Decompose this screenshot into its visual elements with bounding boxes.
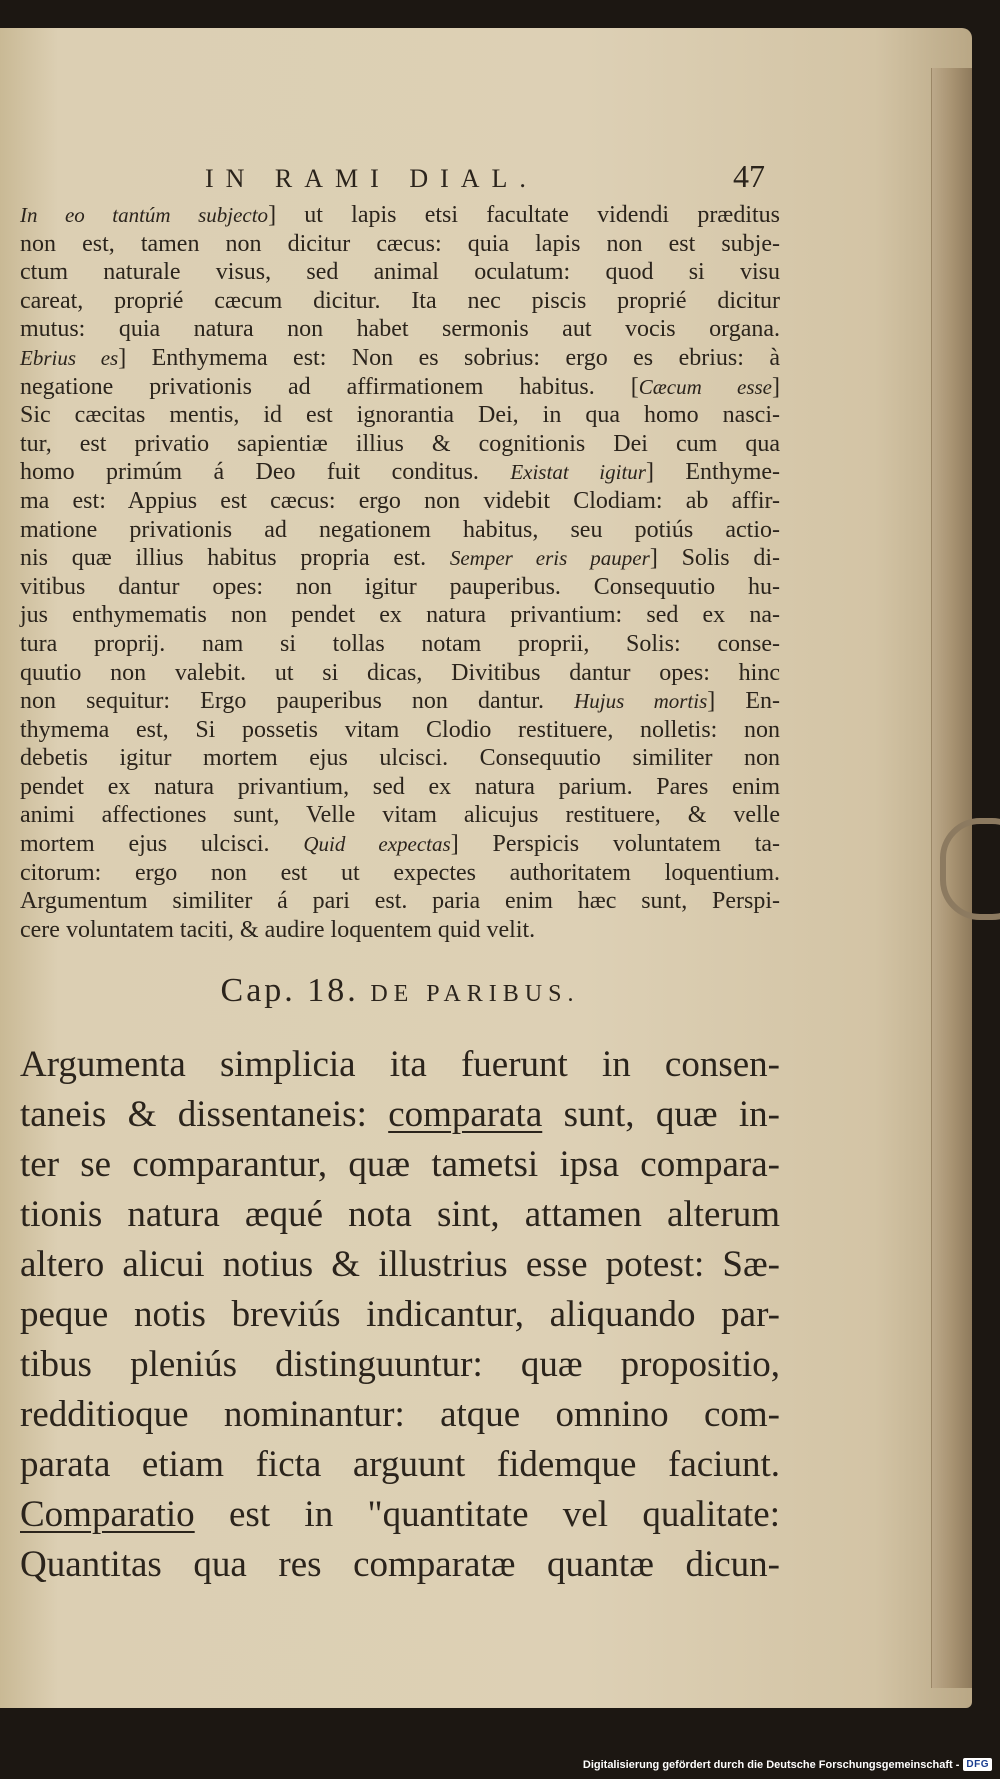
commentary-line: mortem ejus ulcisci. Quid expectas] Perspicis voluntatem ta- <box>20 831 781 858</box>
main-line: tionis natura æqué nota sint, attamen alterum <box>20 1194 780 1236</box>
dfg-logo-icon: DFG <box>963 1758 992 1771</box>
lemma: Cæcum esse <box>638 374 772 399</box>
commentary-line: citorum: ergo non est ut expectes authoritatem loquentium. <box>20 859 780 886</box>
underlined-term: comparata <box>388 1094 543 1136</box>
book-clasp <box>940 818 1000 920</box>
main-line: tibus pleniús distinguuntur: quæ propositio, <box>20 1344 780 1386</box>
lemma: In eo tantúm subjecto <box>20 203 269 227</box>
main-line: taneis & dissentaneis: comparata sunt, quæ in- <box>20 1094 780 1136</box>
digitization-credit <box>583 1758 992 1771</box>
main-line: parata etiam ficta arguunt fidemque faciunt. <box>20 1444 780 1486</box>
lemma: Hujus mortis <box>574 689 708 714</box>
running-title: IN RAMI DIAL. <box>205 164 538 193</box>
commentary-line: ma est: Appius est cæcus: ergo non videbit Clodiam: ab affir- <box>20 487 780 514</box>
main-line: Argumenta simplicia ita fuerunt in consen- <box>20 1044 780 1086</box>
lemma: Existat igitur <box>510 460 646 485</box>
lemma: Quid expectas <box>303 832 451 857</box>
commentary-line: non est, tamen non dicitur cæcus: quia lapis non est subje- <box>20 230 780 257</box>
running-head <box>205 158 765 195</box>
commentary-line: careat, proprié cæcum dicitur. Ita nec piscis proprié dicitur <box>20 287 780 314</box>
main-line: ter se comparantur, quæ tametsi ipsa compara- <box>20 1144 780 1186</box>
commentary-line: debetis igitur mortem ejus ulcisci. Consequutio similiter non <box>20 745 780 772</box>
underlined-term: Comparatio <box>20 1494 195 1536</box>
commentary-line: In eo tantúm subjecto] ut lapis etsi facultate videndi præditus <box>20 202 780 228</box>
commentary-line: non sequitur: Ergo pauperibus non dantur. Hujus mortis] En- <box>20 688 781 715</box>
commentary-line: tur, est privatio sapientiæ illius & cognitionis Dei cum qua <box>20 430 780 457</box>
commentary-line: cere voluntatem taciti, & audire loquentem quid velit. <box>20 916 536 943</box>
commentary-line: Argumentum similiter á pari est. paria enim hæc sunt, Perspi- <box>20 888 780 915</box>
commentary-line: negatione privationis ad affirmationem habitus. [Cæcum esse] <box>20 373 780 400</box>
chapter-heading <box>20 972 780 1010</box>
commentary-line: vitibus dantur opes: non igitur pauperibus. Consequutio hu- <box>20 573 780 600</box>
commentary-line: quutio non valebit. ut si dicas, Divitibus dantur opes: hinc <box>20 659 780 686</box>
book-page <box>0 28 972 1708</box>
commentary-line: ctum naturale visus, sed animal oculatum: quod si visu <box>20 259 780 286</box>
commentary-line: pendet ex natura privantium, sed ex natura parium. Pares enim <box>20 773 780 800</box>
credit-text: Digitalisierung gefördert durch die Deutsche Forschungsgemeinschaft - <box>582 1758 960 1771</box>
lemma: Semper eris pauper <box>449 546 650 571</box>
commentary-line: nis quæ illius habitus propria est. Semper eris pauper] Solis di- <box>20 545 780 572</box>
main-line: Comparatio est in "quantitate vel qualitate: <box>20 1494 780 1536</box>
commentary-line: homo primúm á Deo fuit conditus. Existat igitur] Enthyme- <box>20 459 781 486</box>
main-text <box>20 1040 780 1590</box>
main-line: altero alicui notius & illustrius esse potest: Sæ- <box>20 1244 780 1286</box>
main-line: peque notis breviús indicantur, aliquando par- <box>20 1294 780 1336</box>
main-line: Quantitas qua res comparatæ quantæ dicun- <box>20 1544 780 1586</box>
commentary-line: tura proprij. nam si tollas notam proprii, Solis: conse- <box>20 630 780 657</box>
page-number: 47 <box>733 158 765 194</box>
commentary-line: jus enthymematis non pendet ex natura privantium: sed ex na- <box>20 602 780 629</box>
chapter-number: Cap. 18. <box>220 972 359 1010</box>
lemma: Ebrius es <box>20 345 119 370</box>
commentary-line: matione privationis ad negationem habitus, seu potiús actio- <box>20 516 780 543</box>
commentary-line: Ebrius es] Enthymema est: Non es sobrius: ergo es ebrius: à <box>20 344 780 371</box>
commentary <box>20 201 780 944</box>
commentary-line: mutus: quia natura non habet sermonis aut vocis organa. <box>20 316 780 343</box>
chapter-title: DE PARIBUS. <box>370 981 580 1008</box>
main-line: redditioque nominantur: atque omnino com- <box>20 1394 780 1436</box>
text-block <box>20 158 780 1590</box>
commentary-line: animi affectiones sunt, Velle vitam alicujus restituere, & velle <box>20 802 780 829</box>
commentary-line: thymema est, Si possetis vitam Clodio restituere, nolletis: non <box>20 716 780 743</box>
commentary-line: Sic cæcitas mentis, id est ignorantia Dei, in qua homo nasci- <box>20 402 780 429</box>
